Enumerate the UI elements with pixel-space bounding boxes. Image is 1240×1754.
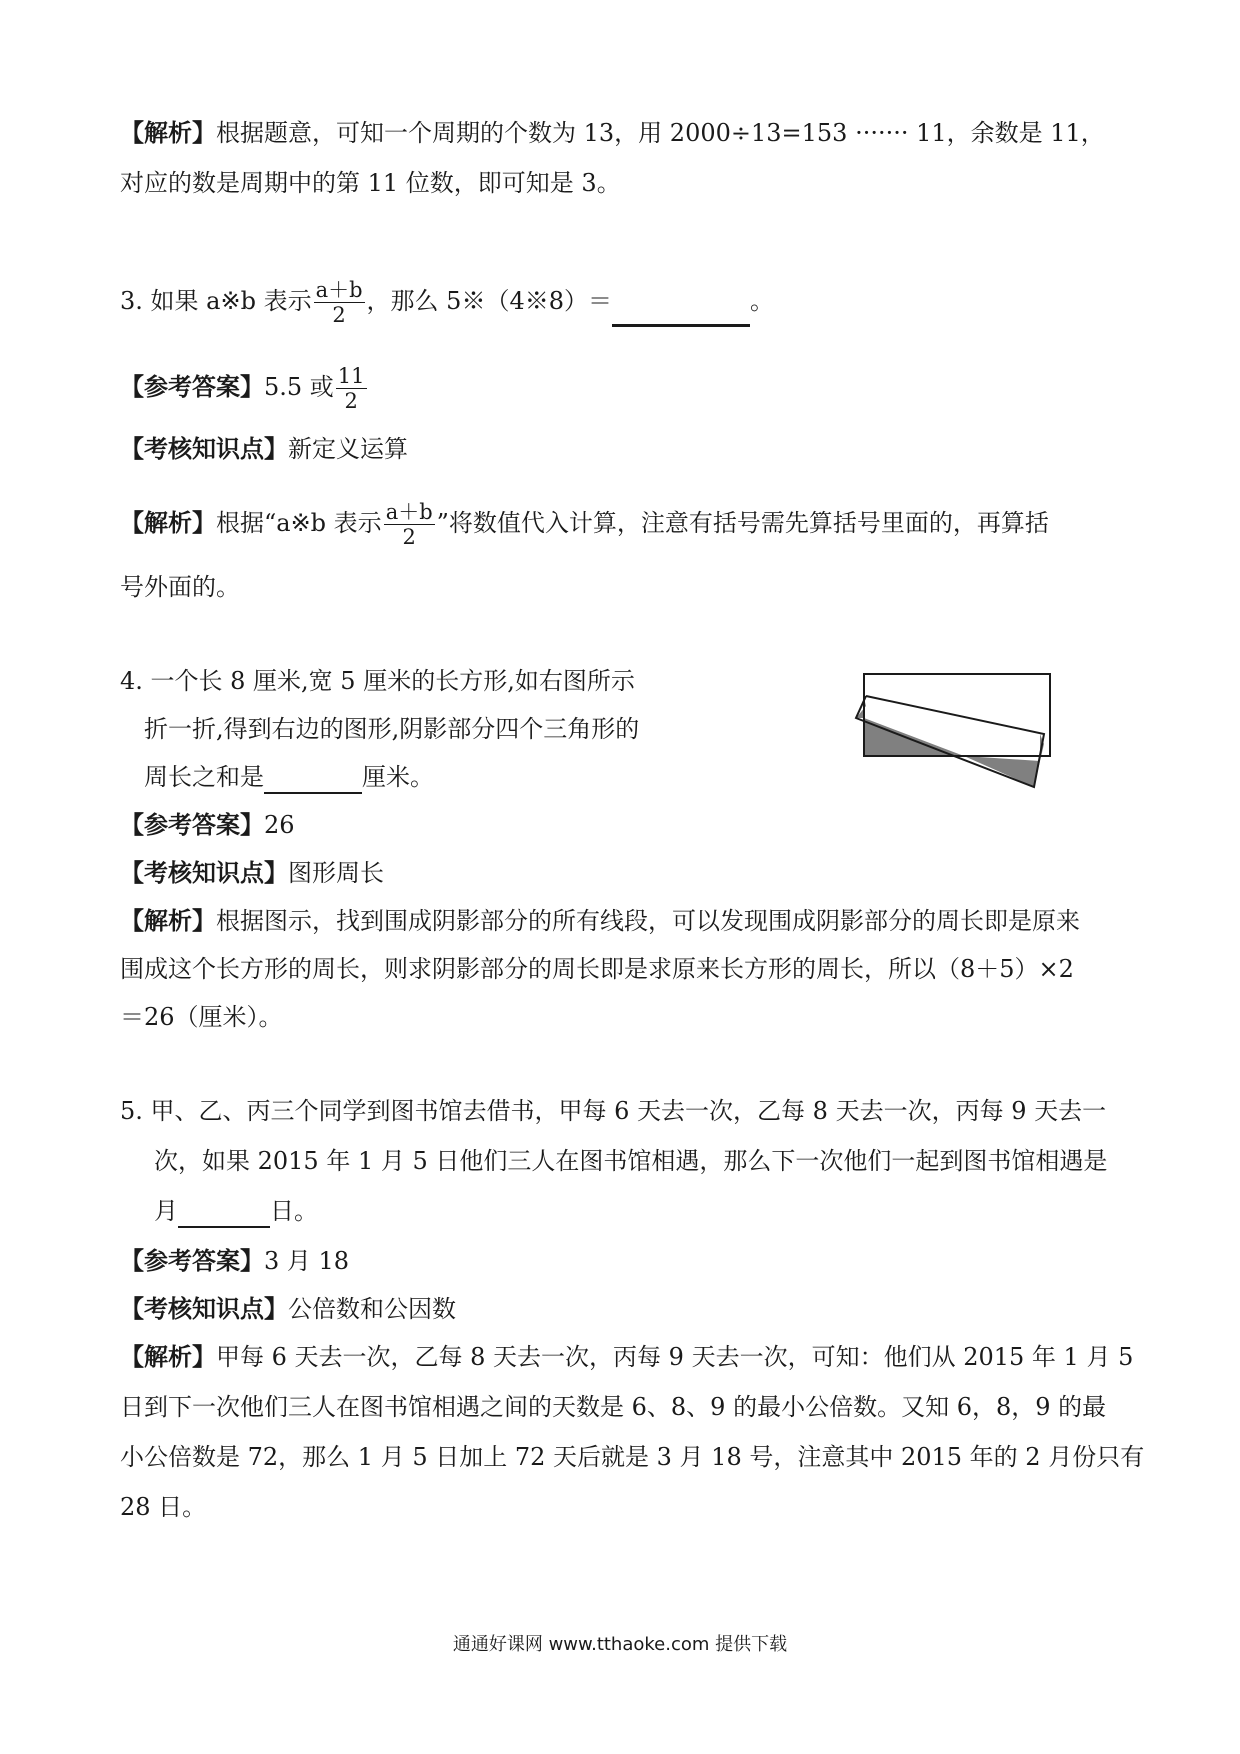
answer-text: 5.5 或: [264, 373, 334, 401]
knowledge-point-text: 图形周长: [288, 859, 384, 887]
fraction-denominator: 2: [332, 303, 346, 327]
fraction-numerator: a＋b: [385, 500, 433, 524]
answer-text: 26: [264, 811, 295, 839]
answer-blank: [264, 766, 362, 794]
answer-blank: [612, 298, 750, 327]
q3-knowledge-point: [120, 432, 408, 466]
fraction-numerator: 11: [337, 364, 365, 388]
q3-question: [120, 278, 774, 327]
analysis-text: 根据题意，可知一个周期的个数为 13，用 2000÷13=153 ······· 11，余数是 11，: [216, 119, 1105, 147]
shaded-triangle: [964, 756, 1040, 787]
q5-question-line-1: 5. 甲、乙、丙三个同学到图书馆去借书，甲每 6 天去一次，乙每 8 天去一次，丙每 9 天去一: [120, 1097, 1107, 1125]
q4-question-line-2: 折一折,得到右边的图形,阴影部分四个三角形的: [144, 715, 640, 743]
q5-answer: [120, 1244, 349, 1278]
q5-knowledge-point: [120, 1292, 456, 1326]
q5-question-line-3: [154, 1194, 318, 1228]
q5-analysis-line-3: 小公倍数是 72，那么 1 月 5 日加上 72 天后就是 3 月 18 号，注意其中 2015 年的 2 月份只有: [120, 1443, 1145, 1471]
q4-analysis-line-3: ＝26（厘米）。: [120, 1003, 283, 1031]
knowledge-point-text: 公倍数和公因数: [288, 1295, 456, 1323]
q5-text-b: 日。: [270, 1197, 318, 1225]
analysis-label: 【解析】: [120, 119, 216, 147]
analysis-text-b: ”将数值代入计算，注意有括号需先算括号里面的，再算括: [436, 509, 1049, 537]
answer-label: 【参考答案】: [120, 811, 264, 839]
answer-label: 【参考答案】: [120, 1247, 264, 1275]
fraction-denominator: 2: [402, 525, 416, 549]
q4-knowledge-point: [120, 856, 384, 890]
q5-analysis-line-1: [120, 1340, 1133, 1374]
knowledge-point-label: 【考核知识点】: [120, 859, 288, 887]
fraction-denominator: 2: [344, 389, 358, 413]
q4-text-b: 厘米。: [362, 763, 434, 791]
analysis-label: 【解析】: [120, 509, 216, 537]
q4-text-a: 周长之和是: [144, 763, 264, 791]
q3-text-b: ，那么 5※（4※8）＝: [366, 287, 612, 315]
prev-analysis-line-2: 对应的数是周期中的第 11 位数，即可知是 3。: [120, 169, 621, 197]
page-footer: 通通好课网 www.tthaoke.com 提供下载: [452, 1634, 788, 1655]
q5-analysis-line-4: 28 日。: [120, 1493, 207, 1521]
answer-fraction: [336, 364, 367, 413]
q4-question-line-1: 4. 一个长 8 厘米,宽 5 厘米的长方形,如右图所示: [120, 667, 635, 695]
q3-fraction: [314, 278, 365, 327]
knowledge-point-text: 新定义运算: [288, 435, 408, 463]
analysis-label: 【解析】: [120, 907, 216, 935]
analysis-text: 甲每 6 天去一次，乙每 8 天去一次，丙每 9 天去一次，可知：他们从 2015 年 1 月 5: [216, 1343, 1134, 1371]
q3-analysis-line-2: 号外面的。: [120, 573, 240, 601]
folded-rectangle-figure: [840, 672, 1060, 802]
fraction-numerator: a＋b: [315, 278, 363, 302]
q4-question-line-3: [144, 760, 434, 794]
analysis-text-a: 根据“a※b 表示: [216, 509, 382, 537]
q3-analysis-line-1: [120, 500, 1049, 549]
q5-text-a: 月: [154, 1197, 178, 1225]
knowledge-point-label: 【考核知识点】: [120, 435, 288, 463]
q3-answer: [120, 364, 369, 413]
q4-analysis-line-2: 围成这个长方形的周长，则求阴影部分的周长即是求原来长方形的周长，所以（8＋5）×2: [120, 955, 1074, 983]
shaded-triangle: [864, 718, 964, 756]
answer-text: 3 月 18: [264, 1247, 350, 1275]
analysis-text: 根据图示，找到围成阴影部分的所有线段，可以发现围成阴影部分的周长即是原来: [216, 907, 1080, 935]
analysis-label: 【解析】: [120, 1343, 216, 1371]
q4-analysis-line-1: [120, 904, 1080, 938]
prev-analysis-line-1: [120, 116, 1105, 150]
answer-blank: [178, 1200, 270, 1228]
analysis-fraction: [384, 500, 435, 549]
q3-text-a: 3. 如果 a※b 表示: [120, 287, 312, 315]
q5-question-line-2: 次，如果 2015 年 1 月 5 日他们三人在图书馆相遇，那么下一次他们一起到图书馆相遇是: [154, 1147, 1108, 1175]
answer-label: 【参考答案】: [120, 373, 264, 401]
knowledge-point-label: 【考核知识点】: [120, 1295, 288, 1323]
q5-analysis-line-2: 日到下一次他们三人在图书馆相遇之间的天数是 6、8、9 的最小公倍数。又知 6，8，9 的最: [120, 1393, 1107, 1421]
q4-answer: [120, 808, 295, 842]
q3-text-c: 。: [749, 287, 774, 315]
